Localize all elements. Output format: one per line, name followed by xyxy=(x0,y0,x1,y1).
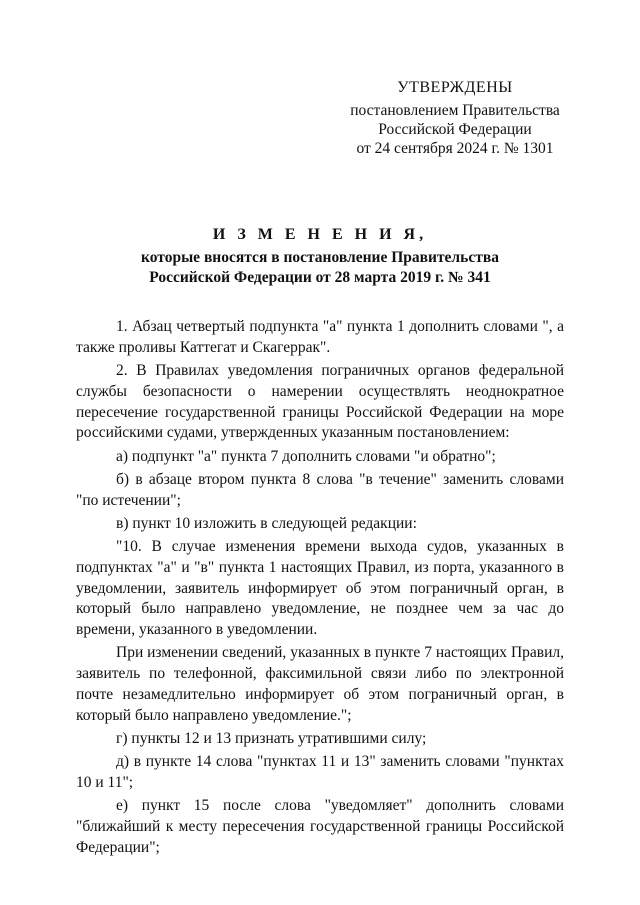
paragraph-2: 2. В Правилах уведомления пограничных органов федеральной службы безопасности о намерении осуществлять неоднократное пересечение государственной границы Российской Федерации на море российскими судами, утвержденных указанным постановлением: xyxy=(76,361,564,442)
document-subtitle-line-2: Российской Федерации от 28 марта 2019 г. № 341 xyxy=(149,269,491,286)
paragraph-2a: а) подпункт "а" пункта 7 дополнить словами "и обратно"; xyxy=(116,447,496,465)
approval-line-2: Российской Федерации xyxy=(378,121,532,138)
paragraph-2v: в) пункт 10 изложить в следующей редакции: xyxy=(116,514,417,532)
document-body xyxy=(76,317,564,861)
document-subtitle-line-1: которые вносятся в постановление Правительства xyxy=(141,249,499,266)
approval-line-3: от 24 сентября 2024 г. № 1301 xyxy=(356,140,554,157)
paragraph-1: 1. Абзац четвертый подпункта "а" пункта 1 дополнить словами ", а также проливы Каттегат и Скагеррак". xyxy=(76,318,564,356)
approval-line-1: постановлением Правительства xyxy=(350,102,560,119)
paragraph-2d: д) в пункте 14 слова "пунктах 11 и 13" заменить словами "пунктах 10 и 11"; xyxy=(76,753,564,791)
paragraph-2v-quote-1: "10. В случае изменения времени выхода судов, указанных в подпунктах "а" и "в" пункта 1 настоящих Правил, из порта, указанного в уведомлении, заявитель информирует об этом пограничный орган, в который было направлено уведомление, не позднее чем за час до времени, указанного в уведомлении. xyxy=(76,537,564,639)
paragraph-2e: е) пункт 15 после слова "уведомляет" дополнить словами "ближайший к месту пересечения государственной границы Российской Федерации"; xyxy=(76,797,564,856)
paragraph-2v-quote-2: При изменении сведений, указанных в пункте 7 настоящих Правил, заявитель по телефонной, факсимильной связи либо по электронной почте незамедлительно информирует об этом пограничный орган, в который было направлено уведомление."; xyxy=(76,644,564,724)
paragraph-2g: г) пункты 12 и 13 признать утратившими силу; xyxy=(116,729,427,747)
paragraph-2b: б) в абзаце втором пункта 8 слова "в течение" заменить словами "по истечении"; xyxy=(76,470,564,509)
document-title: И З М Е Н Е Н И Я, xyxy=(212,226,428,243)
approval-title: УТВЕРЖДЕНЫ xyxy=(397,79,513,96)
approval-stamp xyxy=(340,78,570,158)
document-subtitle xyxy=(80,248,560,288)
